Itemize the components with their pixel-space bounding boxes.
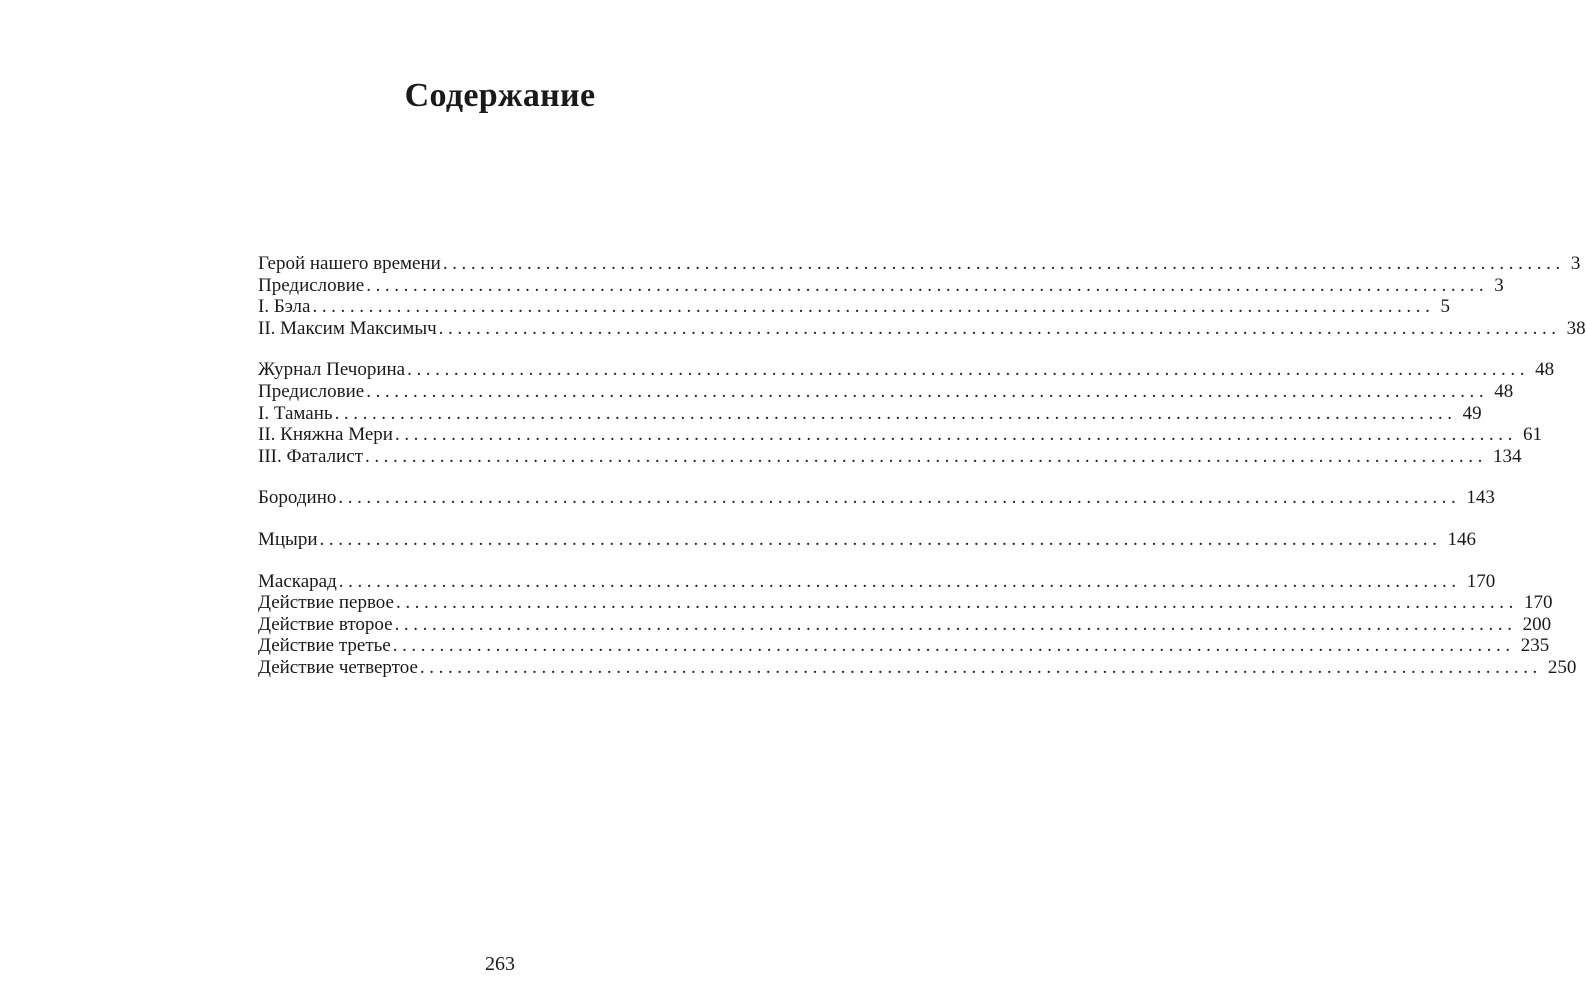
toc-entry-title: Действие четвертое (258, 656, 418, 678)
toc-entry (258, 656, 1577, 679)
toc-entry-title: I. Бэла (258, 296, 311, 318)
dot-leader: ........................................................................................................................ (442, 253, 1565, 274)
toc-group (258, 528, 1476, 551)
toc-entry-title: Мцыри (258, 528, 318, 550)
toc-entry-title: Предисловие (258, 274, 365, 296)
toc-entry-title: II. Максим Максимыч (258, 317, 437, 339)
toc-entry-page: 170 (1466, 570, 1496, 592)
toc-entry (258, 487, 1495, 509)
dot-leader: ........................................................................................................................ (392, 635, 1515, 657)
toc-entry-page: 134 (1492, 445, 1522, 467)
toc-entry-title: Действие первое (258, 592, 394, 614)
toc-entry-title: Бородино (258, 487, 337, 509)
toc-entry-title: Герой нашего времени (258, 253, 441, 274)
toc-entry-page: 146 (1447, 528, 1476, 550)
dot-leader: ........................................................................................................................ (312, 296, 1435, 318)
page-number: 263 (485, 953, 515, 975)
dot-leader: ........................................................................................................................ (338, 487, 1461, 509)
dot-leader: ........................................................................................................................ (419, 656, 1542, 678)
toc-entry (258, 402, 1482, 425)
toc-entry-page: 170 (1523, 592, 1553, 614)
toc-entry (258, 635, 1550, 657)
dot-leader: ........................................................................................................................ (438, 317, 1561, 339)
toc-entry (258, 253, 1581, 275)
toc-entry-page: 48 (1535, 359, 1555, 381)
dot-leader: ........................................................................................................................ (395, 592, 1518, 614)
toc-entry (258, 296, 1450, 318)
toc-entry-title: I. Тамань (258, 402, 333, 424)
toc-entry-page: 250 (1547, 656, 1577, 678)
dot-leader: ........................................................................................................................ (319, 528, 1442, 550)
page-title: Содержание (404, 77, 596, 114)
toc-entry (258, 380, 1514, 403)
toc-entry-title: II. Княжна Мери (258, 424, 393, 446)
dot-leader: ........................................................................................................................ (394, 424, 1517, 446)
toc-entry-page: 61 (1522, 424, 1542, 446)
toc-entry (258, 274, 1504, 297)
toc-group (258, 570, 1577, 679)
toc-entry-page: 3 (1494, 274, 1504, 296)
dot-leader: ........................................................................................................................ (364, 445, 1487, 467)
toc-entry-page: 200 (1522, 613, 1552, 635)
toc-entry (258, 592, 1553, 614)
toc-entry-title: Действие третье (258, 635, 391, 657)
dot-leader: ........................................................................................................................ (338, 570, 1461, 592)
toc-group (258, 487, 1495, 509)
toc-entry (258, 528, 1476, 551)
toc-entry-title: Предисловие (258, 380, 365, 402)
toc-entry-title: III. Фаталист (258, 445, 363, 467)
toc-entry-page: 48 (1494, 380, 1514, 402)
toc-group (258, 359, 1555, 467)
toc-entry-page: 49 (1462, 402, 1482, 424)
dot-leader: ........................................................................................................................ (407, 359, 1530, 381)
toc-entry (258, 424, 1542, 446)
toc-entry-page: 5 (1440, 296, 1450, 318)
toc-entry-page: 38 (1566, 317, 1586, 339)
toc-group (258, 253, 1586, 339)
toc-entry-title: Журнал Печорина (258, 359, 406, 381)
dot-leader: ........................................................................................................................ (394, 613, 1517, 635)
dot-leader: ........................................................................................................................ (366, 380, 1489, 402)
toc-entry-title: Маскарад (258, 570, 337, 592)
dot-leader: ........................................................................................................................ (366, 274, 1489, 296)
toc-entry-title: Действие второе (258, 613, 393, 635)
toc-entry-page: 143 (1466, 487, 1495, 509)
toc-entry (258, 570, 1496, 593)
toc-entry (258, 317, 1586, 340)
toc-entry-page: 235 (1520, 635, 1550, 657)
toc-entry-page: 3 (1570, 253, 1581, 274)
toc-entry (258, 359, 1555, 381)
table-of-contents (258, 253, 1586, 699)
toc-entry (258, 613, 1552, 636)
toc-entry (258, 445, 1522, 468)
dot-leader: ........................................................................................................................ (334, 402, 1457, 424)
